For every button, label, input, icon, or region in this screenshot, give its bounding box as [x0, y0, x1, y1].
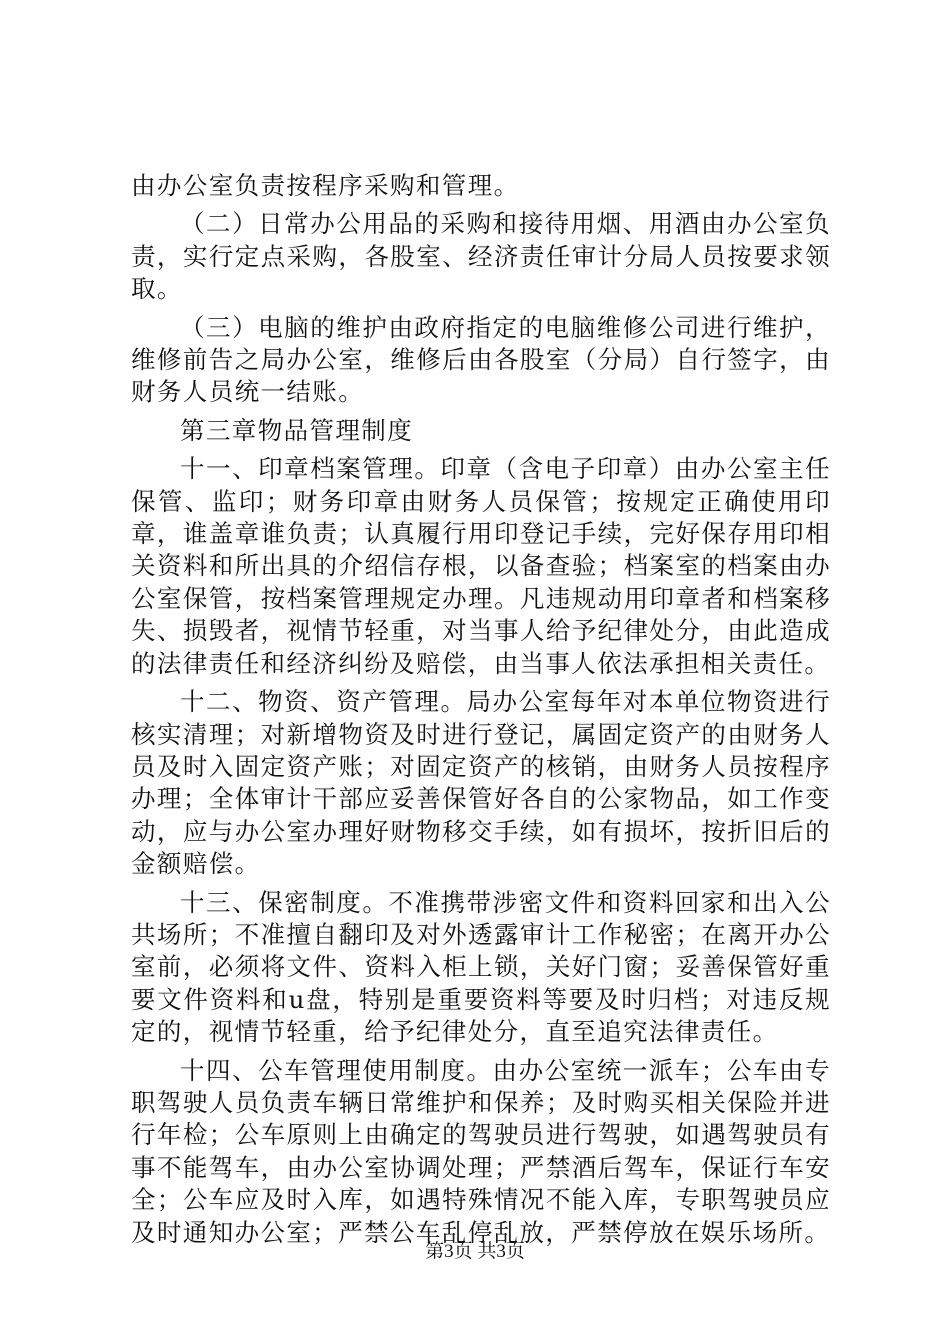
- paragraph-article-14: 十四、公车管理使用制度。由办公室统一派车；公车由专职驾驶人员负责车辆日常维护和保养；及时购买相关保险并进行年检；公车原则上由确定的驾驶员进行驾驶，如遇驾驶员有事不能驾车，由办公室协调处理；严禁酒后驾车，保证行车安全；公车应及时入库，如遇特殊情况不能入库，专职驾驶员应及时通知办公室；严禁公车乱停乱放，严禁停放在娱乐场所。: [131, 1055, 831, 1247]
- document-body: [131, 170, 831, 1255]
- paragraph-article-11: 十一、印章档案管理。印章（含电子印章）由办公室主任保管、监印；财务印章由财务人员保管；按规定正确使用印章，谁盖章谁负责；认真履行用印登记手续，完好保存用印相关资料和所出具的介绍信存根，以备查验；档案室的档案由办公室保管，按档案管理规定办理。凡违规动用印章者和档案移失、损毁者，视情节轻重，对当事人给予纪律处分，由此造成的法律责任和经济纠纷及赔偿，由当事人依法承担相关责任。: [131, 454, 831, 678]
- paragraph-article-13: 十三、保密制度。不准携带涉密文件和资料回家和出入公共场所；不准擅自翻印及对外透露审计工作秘密；在离开办公室前，必须将文件、资料入柜上锁，关好门窗；妥善保管好重要文件资料和u盘，特别是重要资料等要及时归档；对违反规定的，视情节轻重，给予纪律处分，直至追究法律责任。: [131, 887, 831, 1047]
- page-footer: 第3页 共3页: [425, 1241, 525, 1262]
- paragraph-item-2: （二）日常办公用品的采购和接待用烟、用酒由办公室负责，实行定点采购，各股室、经济责任审计分局人员按要求领取。: [131, 209, 831, 304]
- paragraph-article-12: 十二、物资、资产管理。局办公室每年对本单位物资进行核实清理；对新增物资及时进行登记，属固定资产的由财务人员及时入固定资产账；对固定资产的核销，由财务人员按程序办理；全体审计干部应妥善保管好各自的公家物品，如工作变动，应与办公室办理好财物移交手续，如有损坏，按折旧后的金额赔偿。: [131, 687, 831, 879]
- chapter-heading: 第三章物品管理制度: [180, 415, 414, 445]
- paragraph-item-3: （三）电脑的维护由政府指定的电脑维修公司进行维护，维修前告之局办公室，维修后由各股室（分局）自行签字，由财务人员统一结账。: [131, 312, 831, 407]
- paragraph-continuation: 由办公室负责按程序采购和管理。: [131, 171, 520, 200]
